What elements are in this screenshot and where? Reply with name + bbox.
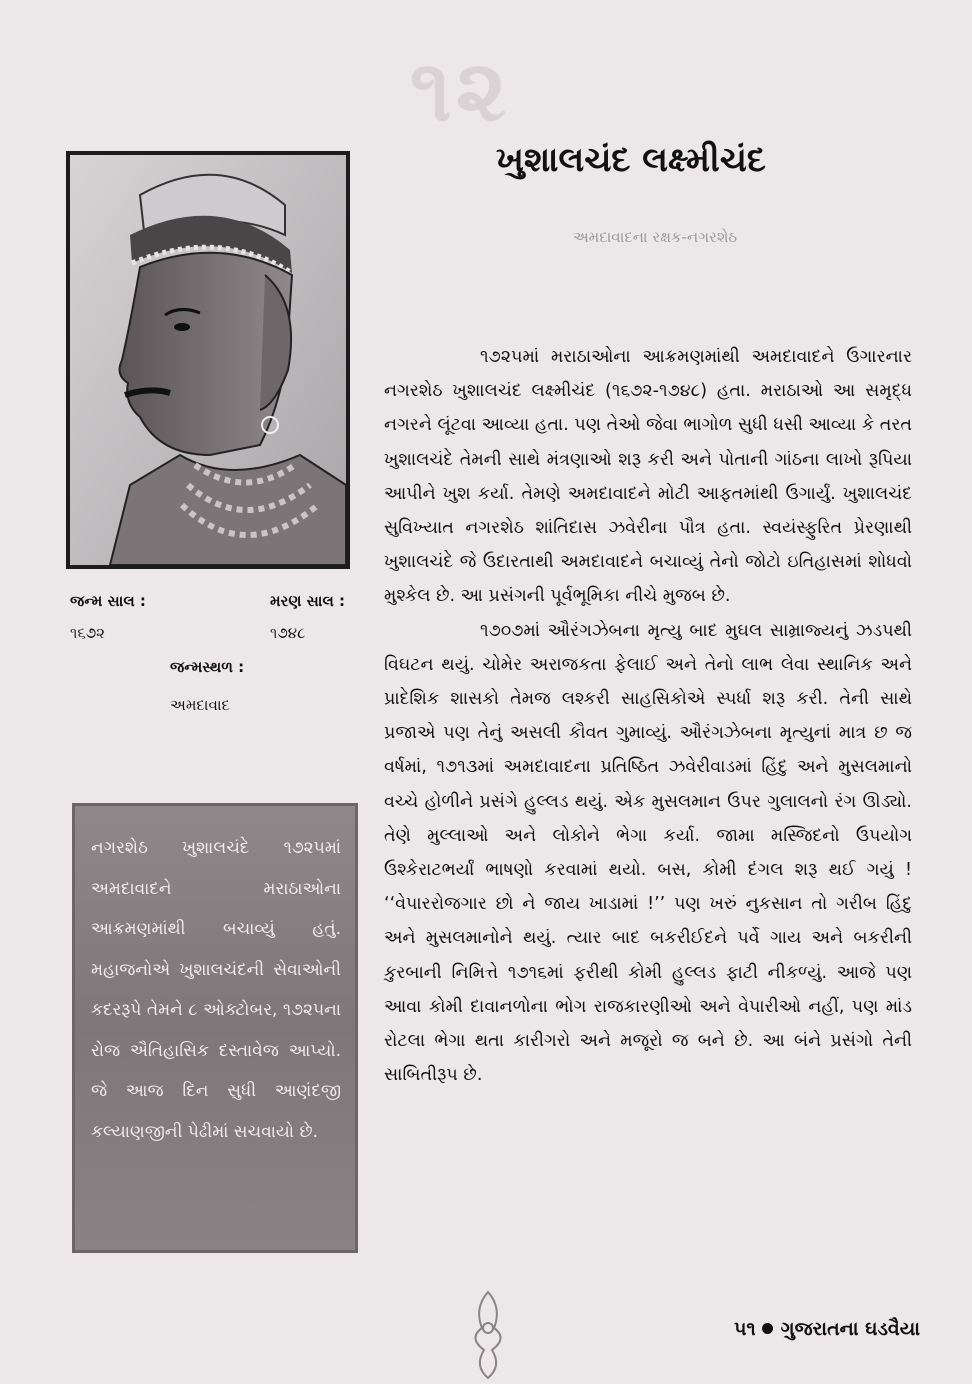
sidebar-note-text: નગરશેઠ ખુશાલચંદે ૧૭૨૫માં અમદાવાદને મરાઠાઓના આક્રમણમાંથી બચાવ્યું હતું. મહાજનોએ ખુશાલચંદની સેવાઓની કદરરૂપે તેમને ૮ ઓક્ટોબર, ૧૭૨૫ના રોજ ઐતિહાસિક દસ્તાવેજ આપ્યો. જે આજ દિન સુધી આણંદજી કલ્યાણજીની પેઢીમાં સચવાયો છે. bbox=[91, 838, 341, 1142]
bullet-icon bbox=[762, 1323, 773, 1334]
page-number: ૫૧ bbox=[733, 1318, 756, 1340]
death-year-value: ૧૭૪૮ bbox=[270, 624, 306, 642]
birth-year-value: ૧૬૭૨ bbox=[70, 624, 105, 642]
sidebar-note-box bbox=[72, 803, 358, 1253]
chapter-number: ૧૨ bbox=[409, 40, 511, 141]
portrait-illustration bbox=[70, 155, 346, 565]
paragraph-2: ૧૭૦૭માં ઔરંગઝેબના મૃત્યુ બાદ મુઘલ સામ્રાજ્યનું ઝડપથી વિઘટન થયું. ચોમેર અરાજકતા ફેલાઈ અને તેનો લાભ લેવા સ્થાનિક અને પ્રાદેશિક શાસકો તેમજ લશ્કરી સાહસિકોએ સ્પર્ધા શરૂ કરી. તેની સાથે પ્રજાએ પણ તેનું અસલી કૌવત ગુમાવ્યું. ઔરંગઝેબના મૃત્યુનાં માત્ર છ જ વર્ષમાં, ૧૭૧૩માં અમદાવાદના પ્રતિષ્ઠિત ઝવેરીવાડમાં હિંદુ અને મુસલમાનો વચ્ચે હોળીને પ્રસંગે હુલ્લડ થયું. એક મુસલમાન ઉપર ગુલાલનો રંગ ઊડ્યો. તેણે મુલ્લાઓ અને લોકોને ભેગા કર્યા. જામા મસ્જિદનો ઉપયોગ ઉશ્કેરાટભર્યાં ભાષણો કરવામાં થયો. બસ, કોમી દંગલ શરૂ થઈ ગયું ! ‘‘વેપારરોજગાર છો ને જાય ખાડામાં !’’ પણ ખરું નુકસાન તો ગરીબ હિંદુ અને મુસલમાનોને થયું. ત્યાર બાદ બકરીઈદને પર્વે ગાય અને બકરીની કુરબાની નિમિત્તે ૧૭૧૬માં ફરીથી કોમી હુલ્લડ ફાટી નીકળ્યું. આજે પણ આવા કોમી દાવાનળોના ભોગ રાજકારણીઓ અને વેપારીઓ નહીં, પણ માંડ રોટલા ભેગા થતા કારીગરો અને મજૂરો જ બને છે. આ બંને પ્રસંગો તેની સાબિતીરૂપ છે. bbox=[384, 620, 912, 1086]
birthplace-value: અમદાવાદ bbox=[170, 696, 230, 714]
page-subtitle: અમદાવાદના રક્ષક-નગરશેઠ bbox=[572, 228, 738, 246]
page-ornament-icon bbox=[462, 1288, 514, 1380]
birthplace-label: જન્મસ્થળ : bbox=[170, 658, 245, 676]
portrait-image bbox=[66, 151, 350, 569]
birth-year-label: જન્મ સાલ : bbox=[70, 592, 146, 610]
page-title: ખુશાલચંદ લક્ષ્મીચંદ bbox=[496, 140, 766, 180]
page-footer bbox=[700, 1318, 920, 1340]
death-year-label: મરણ સાલ : bbox=[270, 592, 346, 610]
book-title: ગુજરાતના ઘડવૈયા bbox=[780, 1318, 920, 1340]
paragraph-1: ૧૭૨૫માં મરાઠાઓના આક્રમણમાંથી અમદાવાદને ઉગારનાર નગરશેઠ ખુશાલચંદ લક્ષ્મીચંદ (૧૬૭૨-૧૭૪૮) હતા. મરાઠાઓ આ સમૃદ્ધ નગરને લૂંટવા આવ્યા હતા. પણ તેઓ જેવા ભાગોળ સુધી ધસી આવ્યા કે તરત ખુશાલચંદે તેમની સાથે મંત્રણાઓ શરૂ કરી અને પોતાની ગાંઠના લાખો રૂપિયા આપીને ખુશ કર્યા. તેમણે અમદાવાદને મોટી આફતમાંથી ઉગાર્યું. ખુશાલચંદ સુવિખ્યાત નગરશેઠ શાંતિદાસ ઝવેરીના પૌત્ર હતા. સ્વયંસ્ફુરિત પ્રેરણાથી ખુશાલચંદે જે ઉદારતાથી અમદાવાદને બચાવ્યું તેનો જોટો ઇતિહાસમાં શોધવો મુશ્કેલ છે. આ પ્રસંગની પૂર્વભૂમિકા નીચે મુજબ છે. bbox=[384, 347, 912, 607]
article-body bbox=[384, 340, 912, 1092]
